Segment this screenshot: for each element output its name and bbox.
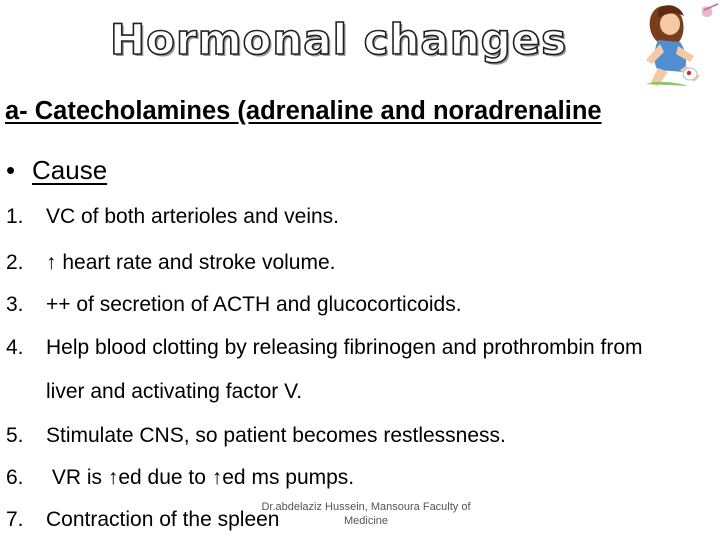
item-text: Stimulate CNS, so patient becomes restlessness. bbox=[46, 424, 506, 447]
list-item bbox=[6, 204, 720, 230]
slide-title: Hormonal changes bbox=[110, 15, 568, 64]
bullet-marker: • bbox=[6, 155, 16, 185]
list-item-continuation: liver and activating factor V. bbox=[46, 380, 303, 403]
list-item bbox=[6, 465, 720, 491]
footer-author: Dr.abdelaziz Hussein, Mansoura Faculty of bbox=[261, 501, 471, 513]
item-number: 2. bbox=[6, 251, 24, 274]
item-text: ↑ heart rate and stroke volume. bbox=[46, 251, 336, 274]
list-item bbox=[6, 250, 720, 276]
section-subtitle: a- Catecholamines (adrenaline and noradrenaline bbox=[5, 97, 602, 125]
item-number: 3. bbox=[6, 293, 24, 316]
item-number: 5. bbox=[6, 424, 24, 447]
item-text: ++ of secretion of ACTH and glucocorticoids. bbox=[46, 293, 462, 316]
injured-girl-clipart-icon bbox=[628, 0, 720, 88]
footer-institution: Medicine bbox=[343, 515, 389, 527]
list-item bbox=[6, 335, 720, 361]
list-item bbox=[6, 423, 720, 449]
item-number: 6. bbox=[6, 466, 24, 489]
item-text: Help blood clotting by releasing fibrinogen and prothrombin from bbox=[46, 336, 643, 359]
item-number: 7. bbox=[6, 508, 24, 531]
list-item bbox=[6, 292, 720, 318]
item-number: 1. bbox=[6, 205, 24, 228]
item-text: Contraction of the spleen bbox=[46, 508, 280, 531]
cause-heading bbox=[6, 153, 115, 187]
item-text: VR is ↑ed due to ↑ed ms pumps. bbox=[46, 466, 355, 489]
item-number: 4. bbox=[6, 336, 24, 359]
item-text: VC of both arterioles and veins. bbox=[46, 205, 339, 228]
cause-label: Cause bbox=[32, 155, 108, 185]
slide-footer bbox=[248, 500, 484, 528]
